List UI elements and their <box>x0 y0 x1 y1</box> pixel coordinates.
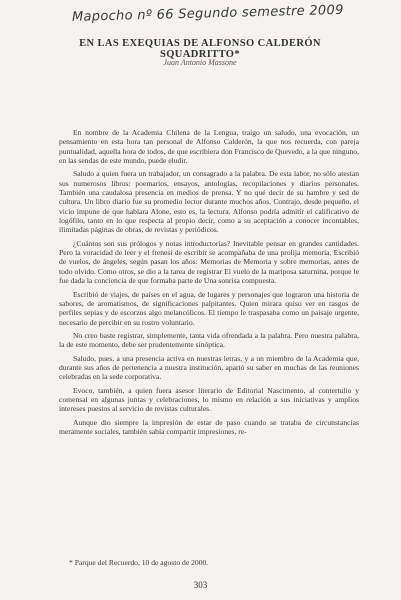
page-number: 303 <box>193 580 208 590</box>
paragraph: No creo baste registrar, simplemente, tanta vida ofrendada a la palabra. Pero nuestra palabra, la de este momento, debe ser prudentemente sinóptica. <box>59 330 359 350</box>
paragraph: ¿Cuántos son sus prólogos y notas introductorias? Inevitable pensar en grandes cantidades. Pero la voracidad de leer y el frenesí de escribir se acompañaba de una prolija memoria. Escribió de vuelos, de ángeles, según pasan los años: Memorias de Memoria y sobre memorias, antes de todo olvido. Como otros, se dio a la tarea de registrar El vuelo de la mariposa saturnina, porque le fue dada la conciencia de que formaba parte de Una sonrisa compuesta. <box>59 238 359 286</box>
handwritten-annotation: Mapocho nº 66 Segundo semestre 2009 <box>71 2 344 25</box>
article-author: Juan Antonio Massone <box>163 58 237 67</box>
paragraph: Saludo, pues, a una presencia activa en nuestras letras, y a un miembro de la Academia que, durante sus años de pertenencia a nuestra institución, apartó su saber en muchas de las reuniones celebradas en la sede corporativa. <box>59 353 359 382</box>
footnote: * Parque del Recuerdo, 10 de agosto de 2000. <box>69 558 209 567</box>
article-body <box>59 128 359 440</box>
paragraph: Aunque dio siempre la impresión de estar de paso cuando se trataba de circunstancias meramente sociales, también sabía compartir impresiones, re- <box>59 417 359 436</box>
paragraph: En nombre de la Academia Chilena de la Lengua, traigo un saludo, una evocación, un pensamiento en esta hora tan personal de Alfonso Calderón, la que nos recuerda, con pareja puntualidad, aquella hora de todos, de que escribiera don Francisco de Quevedo, a la que ninguno, en las sendas de este mundo, puede eludir. <box>59 128 359 166</box>
paragraph: Saludo a quien fuera un trabajador, un consagrado a la palabra. De esta labor, no sólo atestan sus numerosos libros: poemarios, ensayos, antologías, recopilaciones y diarios personales. También una caudalosa presencia en medios de prensa. Y no qué decir de su hambre y sed de cultura. Un libro diario fue su promedio lector durante muchos años. Contrajo, desde pequeño, el vicio impune de que hablara Alone, esto es, la lectura. Alfonso podría admitir el calificativo de logófilo, tanto en lo que respecta al propio decir, como a su aceptación a conocer incontables, ilimitadas páginas de obras, de revistas y periódicos. <box>59 169 359 235</box>
paragraph: Escribió de viajes, de países en el agua, de lugares y personajes que lograron una historia de sabores, de aromatismos, de significaciones palpitantes. Quien mirara quiso ver en rasgos de perfiles sepias y de escorzos algo melancólicos. El tiempo le traspasaba como un paisaje urgente, necesario de percibir en su rostro voluntario. <box>59 289 359 327</box>
paragraph: Evoco, también, a quien fuera asesor literario de Editorial Nascimento, al contertulio y comensal en algunas juntas y celebraciones, lo mismo en relación a sus iniciativas y amplios intereses puestos al servicio de revistas culturales. <box>59 385 359 414</box>
article-title: EN LAS EXEQUIAS DE ALFONSO CALDERÓN SQUADRITTO* <box>79 38 321 60</box>
